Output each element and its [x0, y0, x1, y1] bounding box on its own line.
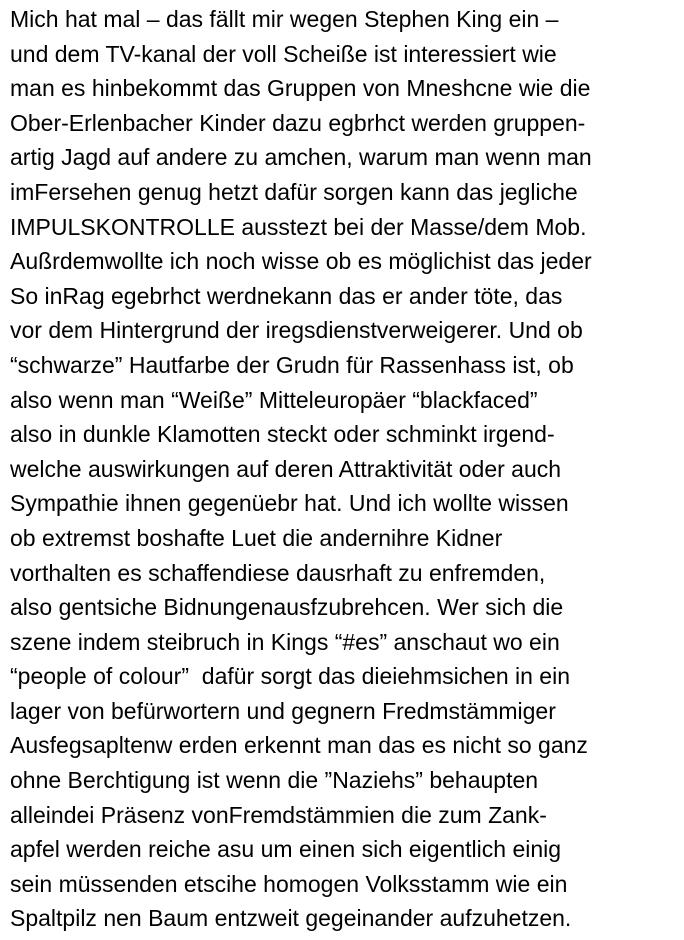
text-line: Ausfegsapltenw erden erkennt man das es nicht so ganz	[10, 732, 588, 759]
text-line: So inRag egebrhct werdnekann das er ander töte, das	[10, 282, 563, 309]
text-line: sein müssenden etscihe homogen Volksstamm wie ein	[10, 870, 568, 897]
text-line: Außrdemwollte ich noch wisse ob es möglichist das jeder	[10, 248, 592, 275]
text-line: Spaltpilz nen Baum entzweit gegeinander aufzuhetzen.	[10, 905, 572, 932]
text-line: Mich hat mal – das fällt mir wegen Stephen King ein –	[10, 6, 559, 32]
text-line: imFersehen genug hetzt dafür sorgen kann das jegliche	[10, 178, 578, 205]
text-line: man es hinbekommt das Gruppen von Mneshcne wie die	[10, 75, 591, 102]
text-line: alleindei Präsenz vonFremdstämmien die zum Zank-	[10, 801, 547, 828]
text-line: Ober-Erlenbacher Kinder dazu egbrhct werden gruppen-	[10, 109, 586, 136]
text-line: Sympathie ihnen gegenüebr hat. Und ich wollte wissen	[10, 490, 569, 517]
body-text	[10, 2, 682, 936]
text-line: also in dunkle Klamotten steckt oder schminkt irgend-	[10, 421, 555, 448]
text-line: apfel werden reiche asu um einen sich eigentlich einig	[10, 836, 562, 863]
text-line: szene indem steibruch in Kings “#es” anschaut wo ein	[10, 628, 560, 655]
text-line: vor dem Hintergrund der iregsdienstverweigerer. Und ob	[10, 317, 583, 344]
text-line: und dem TV-kanal der voll Scheiße ist interessiert wie	[10, 40, 557, 67]
text-line: vorthalten es schaffendiese dausrhaft zu enfremden,	[10, 559, 546, 586]
text-line: lager von befürwortern und gegnern Fredmstämmiger	[10, 697, 556, 724]
text-line: also gentsiche Bidnungenausfzubrehcen. Wer sich die	[10, 594, 564, 621]
text-line: also wenn man “Weiße” Mitteleuropäer “blackfaced”	[10, 386, 538, 413]
text-line: welche auswirkungen auf deren Attraktivität oder auch	[10, 455, 562, 482]
text-line: IMPULSKONTROLLE ausstezt bei der Masse/dem Mob.	[10, 213, 587, 240]
text-line: “schwarze” Hautfarbe der Grudn für Rassenhass ist, ob	[10, 351, 574, 378]
text-line: “people of colour” dafür sorgt das dieiehmsichen in ein	[10, 663, 570, 690]
text-line: artig Jagd auf andere zu amchen, warum man wenn man	[10, 144, 592, 171]
text-line: ohne Berchtigung ist wenn die ”Naziehs” behaupten	[10, 767, 539, 794]
text-line: ob extremst boshafte Luet die andernihre Kidner	[10, 524, 503, 551]
